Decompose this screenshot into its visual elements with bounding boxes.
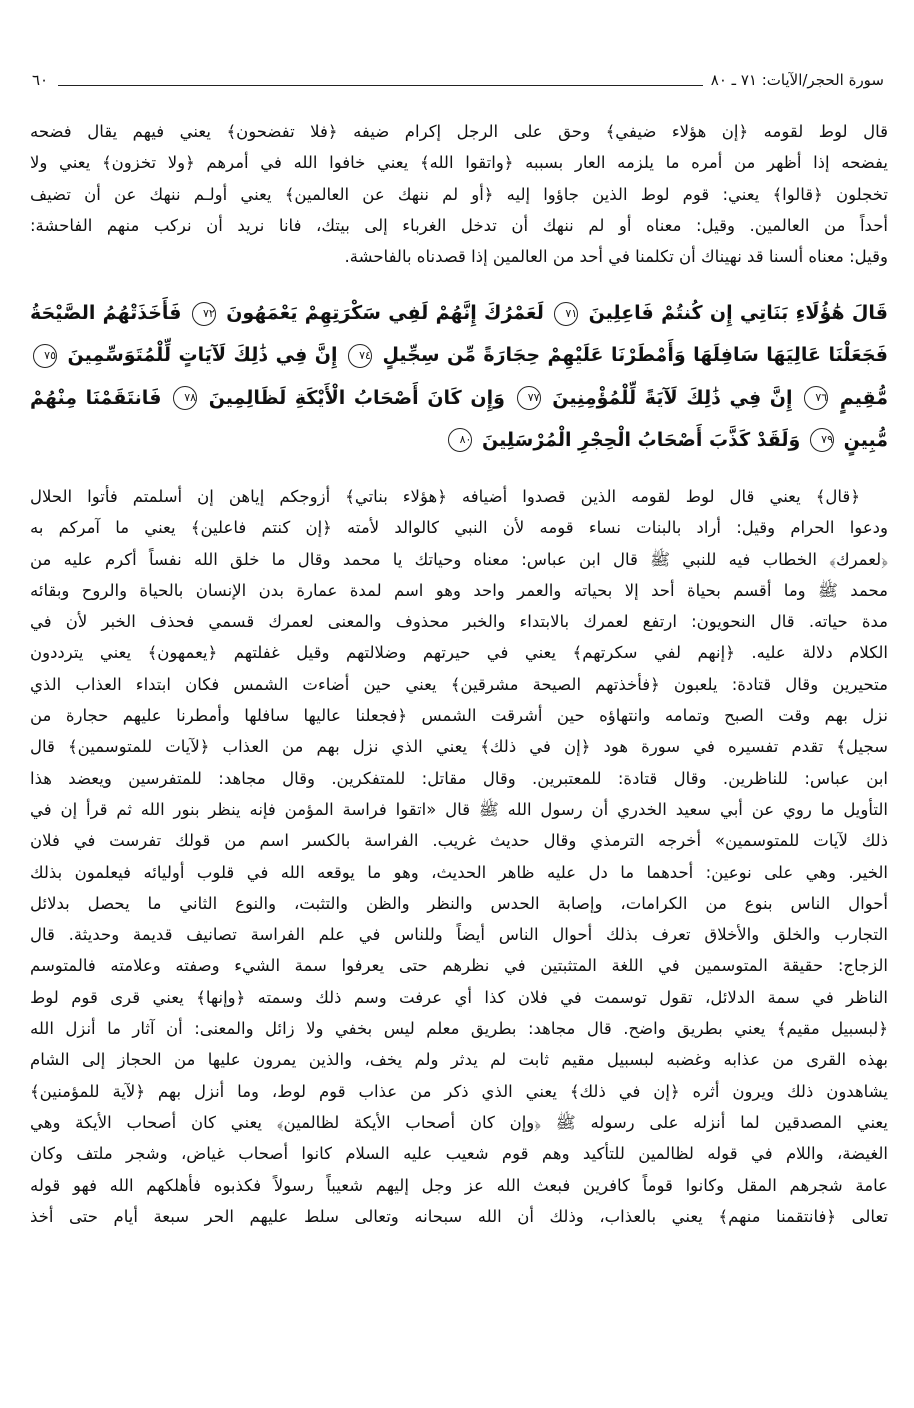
verse-text: فَانتَقَمْنَا مِنْهُمْ <box>30 386 162 409</box>
verse-text: إِنَّ فِي ذَٰلِكَ لَآيَاتٍ لِّلْمُتَوَسِّمِينَ <box>67 344 338 367</box>
text-line: ذلك لآيات للمتوسمين» أخرجه الترمذي وقال حديث غريب. الفراسة بالكسر اسم من قولك تفرست في فلان <box>30 831 888 851</box>
text-line: ابن عباس: للناظرين. وقال قتادة: للمعتبرين. وقال مقاتل: للمتفكرين. وقال مجاهد: للمتفرسين ويعضد هذا <box>30 768 888 788</box>
text-line: نزل بهم وقت الصبح وتمامه وانتهاؤه حين أشرقت الشمس ﴿فجعلنا عاليها سافلها وأمطرنا عليهم حجارة من <box>30 706 888 726</box>
text-line: تخجلون ﴿قالوا﴾ يعني: قوم لوط الذين جاؤوا إليه ﴿أو لم ننهك عن العالمين﴾ يعني أولـم ننهك عن أن تضيف <box>30 184 888 204</box>
verse-text: وَلَقَدْ كَذَّبَ أَصْحَابُ الْحِجْرِ الْمُرْسَلِينَ <box>482 428 801 451</box>
text-line: يشاهدون ذلك ويرون أثره ﴿إن في ذلك﴾ يعني الذي ذكر من عذاب قوم لوط، وما أنزل بهم ﴿لآية للمؤمنين﴾ <box>30 1081 888 1101</box>
text-line: الخير. وهي على نوعين: أحدهما ما دل عليه ظاهر الحديث، وهو ما يوقعه الله في قلوب أوليائه فيعلمون بذلك <box>30 862 888 882</box>
verse-text: وَإِن كَانَ أَصْحَابُ الْأَيْكَةِ لَظَالِمِينَ <box>208 386 505 409</box>
verse-text: مُّقِيمٍ <box>839 386 888 409</box>
text-line: ﴿لبسبيل مقيم﴾ يعني بطريق واضح. قال مجاهد: بطريق معلم ليس بخفي ولا زائل والمعنى: أن آثار ما أنزل الله <box>30 1019 888 1039</box>
text-line: يفضحه إذا أظهر من أمره ما يلزمه العار بسببه ﴿واتقوا الله﴾ يعني خافوا الله في أمرهم ﴿ولا تخزون﴾ يعني ولا <box>30 153 888 173</box>
verse-text: إِنَّ فِي ذَٰلِكَ لَآيَةً لِّلْمُؤْمِنِينَ <box>552 386 793 409</box>
text-line: عامة شجرهم المقل وكانوا قوماً كافرين فبعث الله عز وجل إليهم شعيباً رسولاً فكذبوه فأهلكهم الله فهو قوله <box>30 1175 888 1195</box>
running-title: سورة الحجر/الآيات: ٧١ ـ ٨٠ <box>710 71 884 89</box>
text-line: الكلام دلالة عليه. ﴿إنهم لفي سكرتهم﴾ يعني في حيرتهم وضلالتهم وقيل غفلتهم ﴿يعمهون﴾ يعني يترددون <box>30 643 888 663</box>
text-line: مدة حياته. قال النحويون: ارتفع لعمرك بالابتداء والخبر محذوف والمعنى لعمرك قسمي فحذف الخبر لأن في <box>30 612 888 632</box>
text-line: ﴿قال﴾ يعني قال لوط لقومه الذين قصدوا أضيافه ﴿هؤلاء بناتي﴾ أزوجكم إياهن إن أسلمتم فأتوا الحلال <box>30 487 860 506</box>
verse-number-marker: ٧٤ <box>348 344 372 368</box>
text-line: ودعوا الحرام وقيل: أراد بالبنات نساء قومه لأن النبي كالوالد لأمته ﴿إن كنتم فاعلين﴾ يعني ما آمركم به <box>30 518 888 538</box>
verse-line <box>30 292 888 334</box>
verse-number-marker: ٧٨ <box>173 386 197 410</box>
text-line: بهذه القرى من عذابه وغضبه لبسبيل مقيم ثابت لم يدثر ولم يخف، والذين يمرون عليها من الحجاز إلى الشام <box>30 1050 888 1070</box>
verse-number-marker: ٧١ <box>554 302 578 326</box>
text-line: وقيل: معناه ألسنا قد نهيناك أن تكلمنا في أحد من العالمين إذا قصدناه بالفاحشة. <box>344 247 888 267</box>
header-rule <box>58 75 703 86</box>
text-line: ﴿لعمرك﴾ الخطاب فيه للنبي ﷺ قال ابن عباس: معناه وحياتك يا محمد وقال ما خلق الله نفساً أكرم عليه من <box>30 549 888 569</box>
text-line: الناظر في سمة الدلائل، تقول توسمت في فلان كذا أي عرفت وسم ذلك وسمته ﴿وإنها﴾ يعني قرى قوم لوط <box>30 987 888 1007</box>
verse-text: لَعَمْرُكَ إِنَّهُمْ لَفِي سَكْرَتِهِمْ يَعْمَهُونَ <box>226 302 544 324</box>
text-line: التأويل ما روي عن أبي سعيد الخدري أن رسول الله ﷺ قال «اتقوا فراسة المؤمن فإنه ينظر بنور الله ثم قرأ إن في <box>30 799 888 819</box>
verse-number-marker: ٧٥ <box>33 344 57 368</box>
text-line: أحوال الناس بنوع من الكرامات، وإصابة الحدس والنظر والظن والتثبت، والنوع الثاني ما يحصل بدلائل <box>30 893 888 913</box>
text-line: التجارب والخلق والأخلاق تعرف بذلك أحوال الناس أيضاً وللناس في علم الفراسة تصانيف قديمة وحديثة. قال <box>30 925 888 945</box>
verse-line <box>30 377 888 419</box>
verse-number-marker: ٧٦ <box>804 386 828 410</box>
verse-text: مُّبِينٍ <box>843 428 888 451</box>
text-line: سجيل﴾ تقدم تفسيره في سورة هود ﴿إن في ذلك﴾ يعني الذي نزل بهم من العذاب ﴿لآيات للمتوسمين﴾ قال <box>30 737 888 757</box>
verse-text: قَالَ هَٰؤُلَاءِ بَنَاتِي إِن كُنتُمْ فَاعِلِينَ <box>588 302 888 324</box>
verse-line <box>30 419 888 461</box>
text-line: الغيضة، واللام في قوله لظالمين للتأكيد وهم قوم شعيب عليه السلام كانوا أصحاب غياض، وشجر ملتف وكان <box>30 1144 888 1164</box>
text-line: محمد ﷺ وما أقسم بحياة أحد إلا بحياته والعمر واحد وهو اسم لمدة عمارة بدن الإنسان بالحياة والروح وبقائه <box>30 580 888 600</box>
commentary-paragraph <box>30 481 888 1232</box>
text-line: يعني المصدقين لما أنزله على رسوله ﷺ ﴿وإن كان أصحاب الأيكة لظالمين﴾ يعني كان أصحاب الأيكة وهي <box>30 1112 888 1132</box>
intro-paragraph <box>30 116 888 272</box>
text-line: تعالى ﴿فانتقمنا منهم﴾ يعني بالعذاب، وذلك أن الله سبحانه وتعالى سلط عليهم الحر سبعة أيام حتى أخذ <box>30 1206 888 1226</box>
text-line: قال لوط لقومه ﴿إن هؤلاء ضيفي﴾ وحق على الرجل إكرام ضيفه ﴿فلا تفضحون﴾ يعني فيهم يقال فضحه <box>30 122 888 141</box>
verse-text: فَجَعَلْنَا عَالِيَهَا سَافِلَهَا وَأَمْطَرْنَا عَلَيْهِمْ حِجَارَةً مِّن سِجِّيلٍ <box>382 344 888 367</box>
page-number: ٦٠ <box>32 71 49 89</box>
verse-number-marker: ٧٧ <box>517 386 541 410</box>
quran-verses-block <box>30 292 888 461</box>
running-header <box>32 66 884 94</box>
verse-number-marker: ٨٠ <box>448 428 472 452</box>
text-line: أحداً من العالمين. وقيل: معناه أو لم ننهك أن تدخل الغرباء إلى بيتك، فانا نريد أن نركب منهم الفاحشة: <box>30 215 888 235</box>
verse-number-marker: ٧٩ <box>810 428 834 452</box>
verse-line <box>30 334 888 376</box>
verse-number-marker: ٧٢ <box>192 302 216 326</box>
text-line: الزجاج: حقيقة المتوسمين في اللغة المتثبتين في نظرهم حتى يعرفوا سمة الشيء وصفته وعلامته فالمتوسم <box>30 956 888 976</box>
text-line: متحيرين وقال قتادة: يلعبون ﴿فأخذتهم الصيحة مشرقين﴾ يعني حين أضاءت الشمس فكان ابتداء العذاب الذي <box>30 674 888 694</box>
verse-text: فَأَخَذَتْهُمُ الصَّيْحَةُ <box>30 302 182 324</box>
